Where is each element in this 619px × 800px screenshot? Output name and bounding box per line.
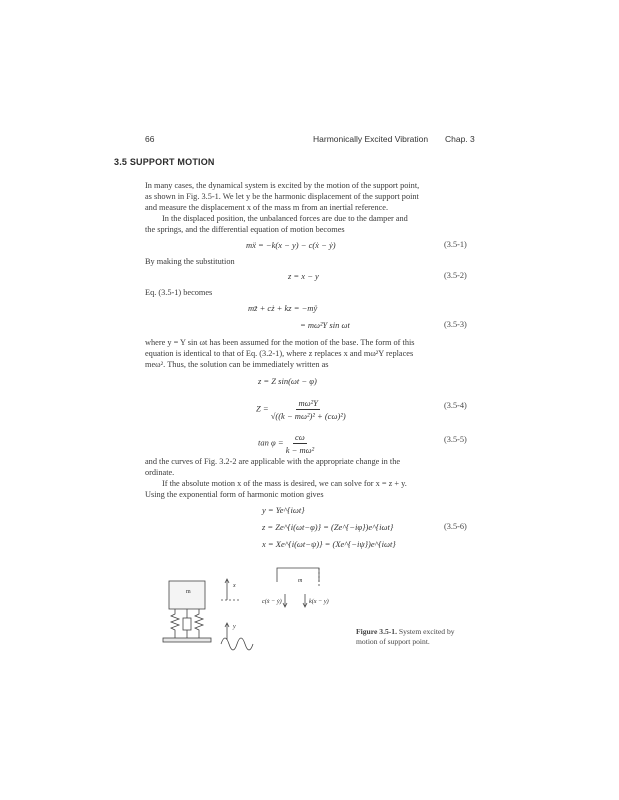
- running-title: Harmonically Excited Vibration: [313, 134, 429, 144]
- fraction-denominator: √((k − mω²)² + (cω)²): [270, 411, 346, 421]
- paragraph-line: In many cases, the dynamical system is excited by the motion of the support point,: [145, 181, 420, 190]
- paragraph-line: and measure the displacement x of the mass m from an inertial reference.: [145, 203, 389, 212]
- paragraph-line: as shown in Fig. 3.5-1. We let y be the harmonic displacement of the support point: [145, 192, 419, 201]
- paragraph-line: By making the substitution: [145, 257, 235, 266]
- figure-caption: [356, 627, 455, 637]
- left-spring: [171, 609, 179, 638]
- spring-force-label: k(x − y): [309, 598, 329, 605]
- equation-number: (3.5-2): [444, 271, 467, 280]
- mass-block: [169, 581, 205, 609]
- fraction: [271, 398, 346, 421]
- equation-3-5-4: [256, 398, 346, 421]
- damper-force-label: c(ẋ − ẏ): [262, 598, 282, 605]
- chapter-label: Chap. 3: [445, 134, 475, 144]
- paragraph-line: Eq. (3.5-1) becomes: [145, 288, 213, 297]
- paragraph-line: the springs, and the differential equation of motion becomes: [145, 225, 345, 234]
- section-number: 3.5: [114, 157, 128, 167]
- equation-3-5-3-b: = mω²Y sin ωt: [300, 320, 350, 330]
- equation-3-5-2: z = x − y: [288, 271, 319, 281]
- right-spring: [195, 609, 203, 638]
- equation-x-exp: x = Xe^{i(ωt−ψ)} = (Xe^{−iψ})e^{iωt}: [262, 539, 396, 549]
- paragraph-line: where y = Y sin ωt has been assumed for the motion of the base. The form of this: [145, 338, 415, 347]
- x-label: x: [233, 583, 236, 589]
- mass-label: m: [186, 589, 191, 595]
- y-label: y: [233, 624, 236, 630]
- paragraph-line: ordinate.: [145, 468, 175, 477]
- fraction-numerator: mω²Y: [298, 398, 318, 408]
- caption-line-1: System excited by: [398, 627, 455, 636]
- section-title: SUPPORT MOTION: [129, 157, 215, 167]
- base-plate: [163, 638, 211, 642]
- caption-line-2: motion of support point.: [356, 637, 430, 646]
- equation-number: (3.5-4): [444, 401, 467, 410]
- equation-y-exp: y = Ye^{iωt}: [262, 505, 305, 515]
- equation-3-5-3-a: mz̈ + cż + kz = −mÿ: [248, 303, 318, 313]
- sine-wave: [221, 638, 253, 650]
- paragraph-line: If the absolute motion x of the mass is desired, we can solve for x = z + y.: [162, 479, 407, 488]
- section-heading: [114, 157, 215, 167]
- paragraph-line: In the displaced position, the unbalanced forces are due to the damper and: [162, 214, 408, 223]
- fraction-numerator: cω: [295, 432, 305, 442]
- equation-lhs: tan φ =: [258, 437, 284, 448]
- paragraph-line: and the curves of Fig. 3.2-2 are applicable with the appropriate change in the: [145, 457, 401, 466]
- equation-number: (3.5-3): [444, 320, 467, 329]
- paragraph-line: equation is identical to that of Eq. (3.2-1), where z replaces x and mω²Y replaces: [145, 349, 414, 358]
- fraction: [286, 432, 314, 455]
- fraction-denominator: k − mω²: [285, 445, 315, 455]
- caption-label: Figure 3.5-1.: [356, 627, 397, 636]
- equation-number: (3.5-5): [444, 435, 467, 444]
- mass-label-fbd: m: [298, 578, 303, 584]
- figure-support-motion: [155, 560, 355, 660]
- equation-lhs: Z =: [256, 403, 269, 414]
- equation-3-5-5: [258, 432, 314, 455]
- equation-z-sin: z = Z sin(ωt − φ): [258, 376, 317, 386]
- paragraph-line: meω². Thus, the solution can be immediately written as: [145, 360, 329, 369]
- equation-3-5-1: mẍ = −k(x − y) − c(ẋ − ẏ): [246, 240, 336, 250]
- damper-cylinder: [183, 618, 191, 630]
- equation-number: (3.5-1): [444, 240, 467, 249]
- equation-number: (3.5-6): [444, 522, 467, 531]
- page-number: 66: [145, 134, 155, 144]
- paragraph-line: Using the exponential form of harmonic motion gives: [145, 490, 324, 499]
- equation-z-exp: z = Ze^{i(ωt−φ)} = (Ze^{−iφ})e^{iωt}: [262, 522, 394, 532]
